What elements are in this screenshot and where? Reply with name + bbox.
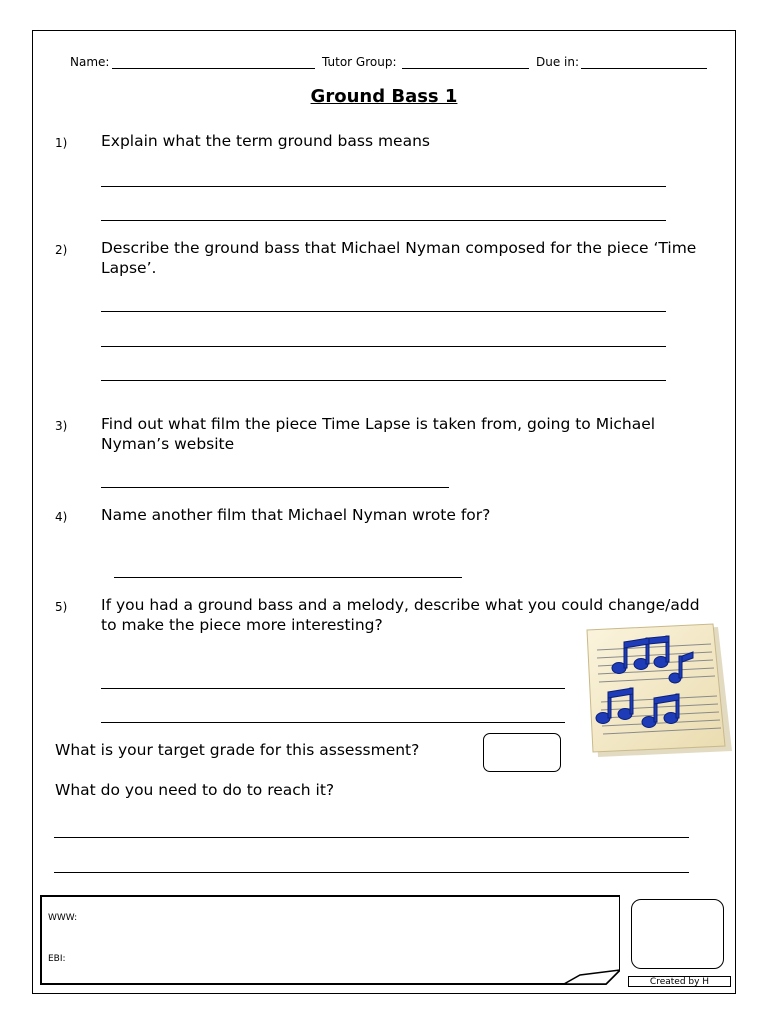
target-grade-question: What is your target grade for this assessment? (55, 741, 420, 759)
answer-line[interactable] (101, 722, 565, 723)
answer-line[interactable] (114, 577, 462, 578)
answer-line[interactable] (101, 220, 666, 221)
name-label: Name: (70, 55, 110, 69)
answer-line[interactable] (101, 346, 666, 347)
question-1-text: Explain what the term ground bass means (101, 132, 430, 150)
feedback-box (40, 895, 620, 985)
reach-it-question: What do you need to do to reach it? (55, 781, 335, 799)
due-in-field[interactable] (581, 55, 707, 69)
question-5-number: 5) (55, 600, 68, 614)
mark-box[interactable] (631, 899, 724, 969)
answer-line[interactable] (54, 872, 689, 873)
question-1-number: 1) (55, 136, 68, 150)
question-4-text: Name another film that Michael Nyman wrote for? (101, 506, 491, 524)
target-grade-box[interactable] (483, 733, 561, 772)
question-2-text: Describe the ground bass that Michael Nyman composed for the piece ‘Time Lapse’. (101, 239, 697, 277)
page-title: Ground Bass 1 (310, 86, 458, 107)
question-3-number: 3) (55, 419, 68, 433)
answer-line[interactable] (101, 380, 666, 381)
due-in-label: Due in: (536, 55, 580, 69)
tutor-group-label: Tutor Group: (322, 55, 397, 69)
answer-line[interactable] (101, 311, 666, 312)
question-2-number: 2) (55, 243, 68, 257)
question-5-text: If you had a ground bass and a melody, describe what you could change/add to make the piece more interesting? (101, 596, 700, 634)
question-3-text: Find out what film the piece Time Lapse is taken from, going to Michael Nyman’s website (101, 415, 656, 453)
answer-line[interactable] (101, 487, 449, 488)
answer-line[interactable] (101, 688, 565, 689)
name-field[interactable] (112, 55, 315, 69)
ebi-label: EBI: (48, 954, 66, 964)
answer-line[interactable] (101, 186, 666, 187)
question-4-number: 4) (55, 510, 68, 524)
credit-label: Created by H (628, 976, 731, 987)
tutor-group-field[interactable] (402, 55, 529, 69)
answer-line[interactable] (54, 837, 689, 838)
music-notes-icon (583, 622, 733, 758)
www-label: WWW: (48, 913, 78, 923)
